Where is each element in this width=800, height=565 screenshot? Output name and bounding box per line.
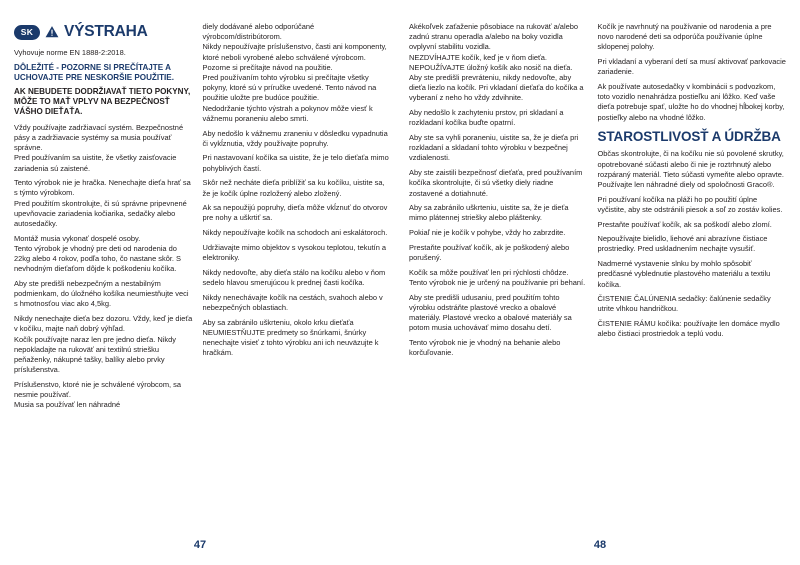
- paragraph: Udržiavajte mimo objektov s vysokou teplotou, tekutín a elektroniky.: [202, 242, 387, 263]
- paragraph: Pri používaní kočíka na pláži ho po použití úplne vyčistite, aby ste odstránili piesok a soľ zo zostáv kolies.: [597, 194, 783, 214]
- paragraph: NEPOUŽÍVAJTE úložný košík ako nosič na dieťa.: [409, 62, 573, 72]
- paragraph: Nikdy nepoužívajte kočík na schodoch ani eskalátoroch.: [202, 228, 388, 238]
- paragraph: AK NEBUDETE DODRŽIAVAŤ TIETO POKYNY, MÔŽE TO MAŤ VPLYV NA BEZPEČNOSŤ VÁŠHO DIEŤAŤA.: [14, 86, 191, 117]
- page-number-left: 47: [193, 539, 207, 551]
- paragraph: Musia sa používať len náhradné: [14, 400, 121, 410]
- paragraph: Nedodržanie týchto výstrah a pokynov môže viesť k vážnemu poraneniu alebo smrti.: [202, 103, 373, 123]
- paragraph: Tento výrobok nie je hračka. Nenechajte dieťa hrať sa s týmto výrobkom.: [14, 178, 191, 198]
- paragraph: Prestaňte používať kočík, ak sa poškodí alebo zlomí.: [597, 219, 772, 229]
- paragraph: Aby ste predišli prevráteniu, nikdy nedovoľte, aby dieťa liezlo na kočík. Pri vkladaní dieťaťa do kočíka a vyberaní z neho ho vždy zdvihnite.: [409, 73, 584, 103]
- paragraph: Vždy používajte zadržiavací systém. Bezpečnostné pásy a zadržiavacie systémy sa musia používať správne.: [14, 122, 184, 153]
- paragraph: Tento výrobok nie je vhodný na behanie alebo korčuľovanie.: [409, 337, 561, 358]
- paragraph: Kočík sa môže používať len pri rýchlosti chôdze. Tento výrobok nie je určený na používanie pri behaní.: [409, 267, 586, 287]
- paragraph: diely dodávané alebo odporúčané výrobcom/distribútorom.: [202, 22, 315, 42]
- paragraph: Pred použitím skontrolujte, či sú správne pripevnené upevňovacie zariadenia kočiarika, sedačky alebo autosedačky.: [14, 198, 187, 229]
- paragraph: Vyhovuje norme EN 1888-2:2018.: [14, 48, 126, 57]
- column-1: [14, 22, 203, 518]
- paragraph: Tento výrobok je vhodný pre deti od narodenia do 22kg alebo 4 rokov, podľa toho, čo nastane skôr. S nevhodným dieťaťom dôjde k poškodeniu kočíka.: [14, 243, 182, 274]
- paragraph: Ak používate autosedačky v kombinácii s podvozkom, toto vozidlo nenahrádza postieľku ani lôžko. Keď vaše dieťa potrebuje spať, uložte ho do vhodnej hĺbokej korby, postieľky alebo na vhodné lôžko.: [597, 82, 785, 122]
- paragraph: Prestaňte používať kočík, ak je poškodený alebo porušený.: [409, 242, 570, 263]
- paragraph: Aby ste predišli nebezpečným a nestabilným podmienkam, do úložného košíka neumiestňujte veci s hmotnosťou viac ako 4,5kg.: [14, 279, 189, 309]
- paragraph: Akékoľvek zaťaženie pôsobiace na rukoväť a/alebo zadnú stranu operadla a/alebo na boky vozidla ovplyvní stabilitu vozidla.: [409, 22, 578, 52]
- paragraph: Pred používaním tohto výrobku si prečítajte všetky pokyny, ktoré sú v príručke uvedené. Tento návod na použitie uložte pre budúce použitie.: [202, 73, 377, 103]
- column-1-body: [14, 48, 193, 411]
- paragraph: Príslušenstvo, ktoré nie je schválené výrobcom, sa nesmie používať.: [14, 379, 182, 400]
- page-right: [400, 22, 786, 518]
- warning-title: VÝSTRAHA: [64, 23, 148, 41]
- paragraph: Pokiaľ nie je kočík v pohybe, vždy ho zabrzdite.: [409, 228, 566, 238]
- section-heading: STAROSTLIVOSŤ A ÚDRŽBA: [597, 128, 781, 144]
- column-3: [409, 22, 598, 518]
- paragraph: ČISTENIE RÁMU kočíka: používajte len domáce mydlo alebo čistiaci prostriedok a teplú vodu.: [597, 319, 780, 339]
- warning-triangle-icon: [45, 25, 59, 39]
- paragraph: Aby sa zabránilo uškrteniu, uistite sa, že je dieťa mimo plátennej striešky alebo pláštenky.: [409, 203, 569, 223]
- column-3-body: [409, 22, 588, 358]
- paragraph: Aby ste sa vyhli poraneniu, uistite sa, že je dieťa pri rozkladaní a skladaní tohto výrobku v bezpečnej vzdialenosti.: [409, 133, 579, 163]
- paragraph: Aby ste zaistili bezpečnosť dieťaťa, pred používaním kočíka skontrolujte, či sú všetky diely riadne zostavené a dotiahnuté.: [409, 168, 583, 198]
- paragraph: Nikdy nepoužívajte príslušenstvo, časti ani komponenty, ktoré neboli vyrobené alebo schválené výrobcom.: [202, 42, 387, 62]
- paragraph: ČISTENIE ČALÚNENIA sedačky: čalúnenie sedačky utrite vlhkou handričkou.: [597, 294, 771, 314]
- paragraph: Pred používaním sa uistite, že všetky zaisťovacie zariadenia sú zaistené.: [14, 153, 177, 173]
- locale-badge-sk: SK: [14, 25, 40, 40]
- paragraph: Ak sa nepoužijú popruhy, dieťa môže vkĺznuť do otvorov pre nohy a uškrtiť sa.: [202, 203, 388, 223]
- paragraph: Nikdy nenechávajte kočík na cestách, svahoch alebo v nebezpečných oblastiach.: [202, 292, 383, 312]
- warning-header: [14, 22, 193, 42]
- paragraph: Kočík používajte naraz len pre jedno dieťa. Nikdy nepokladajte na rukoväť ani textilnú striešku peňaženky, nákupné tašky, balíky alebo prvky príslušenstva.: [14, 334, 176, 375]
- page-number-right: 48: [593, 539, 607, 551]
- paragraph: NEZDVÍHAJTE kočík, keď je v ňom dieťa.: [409, 52, 547, 62]
- paragraph: Aby nedošlo k zachyteniu prstov, pri skladaní a rozkladaní kočíka buďte opatrní.: [409, 108, 564, 128]
- paragraph: Nadmerné vystavenie slnku by mohlo spôsobiť predčasné vyblednutie plastového materiálu a textilu kočíka.: [597, 259, 771, 289]
- paragraph: Nepoužívajte bielidlo, liehové ani abrazívne čistiace prostriedky. Pred uskladnením nechajte vysušiť.: [597, 234, 768, 254]
- paragraph: Pozorne si prečítajte návod na použitie.: [202, 62, 333, 72]
- paragraph: Aby ste predišli udusaniu, pred použitím tohto výrobku odstráňte plastové vrecko a obalové materiály. Plastové vrecko a obalové materiály sa potom musia uchovávať mimo dosahu detí.: [409, 292, 572, 333]
- column-2: [203, 22, 392, 518]
- paragraph: DÔLEŽITÉ - POZORNE SI PREČÍTAJTE A UCHOVAJTE PRE NESKORŠIE POUŽITIE.: [14, 62, 174, 83]
- paragraph: Aby sa zabránilo uškrteniu, okolo krku dieťaťa NEUMIESTŇUJTE predmety so šnúrkami, šnúrky nenechajte visieť z tohto výrobku ani ich neuväzujte k hračkám.: [202, 317, 379, 358]
- column-4-body: [598, 22, 787, 340]
- column-2-body: [203, 22, 392, 358]
- paragraph: Montáž musia vykonať dospelé osoby.: [14, 233, 141, 243]
- paragraph: Skôr než necháte dieťa priblížiť sa ku kočíku, uistite sa, že je kočík úplne rozložený alebo zložený.: [202, 178, 385, 198]
- column-4: [598, 22, 787, 518]
- paragraph: Pri vkladaní a vyberaní detí sa musí aktivovať parkovacie zariadenie.: [597, 57, 786, 77]
- paragraph: Kočík je navrhnutý na používanie od narodenia a pre novo narodené deti sa odporúča používanie úplne sklopenej polohy.: [597, 22, 772, 52]
- paragraph: Nikdy nenechajte dieťa bez dozoru. Vždy, keď je dieťa v kočíku, majte naň dobrý výhľad.: [14, 314, 193, 334]
- paragraph: Aby nedošlo k vážnemu zraneniu v dôsledku vypadnutia či vykĺznutia, vždy používajte popruhy.: [202, 128, 388, 148]
- page-left: [14, 22, 400, 518]
- paragraph: Pri nastavovaní kočíka sa uistite, že je telo dieťaťa mimo pohyblivých častí.: [202, 153, 389, 173]
- paragraph: Nikdy nedovoľte, aby dieťa stálo na kočíku alebo v ňom sedelo hlavou smerujúcou k prednej časti kočíka.: [202, 267, 386, 287]
- paragraph: Občas skontrolujte, či na kočíku nie sú povolené skrutky, opotrebované súčasti alebo či nie je roztrhnutý alebo rozpáraný materiál. Tieto súčasti vymeňte alebo opravte. Používajte len náhradné diely od spoločnosti Graco®.: [597, 149, 784, 189]
